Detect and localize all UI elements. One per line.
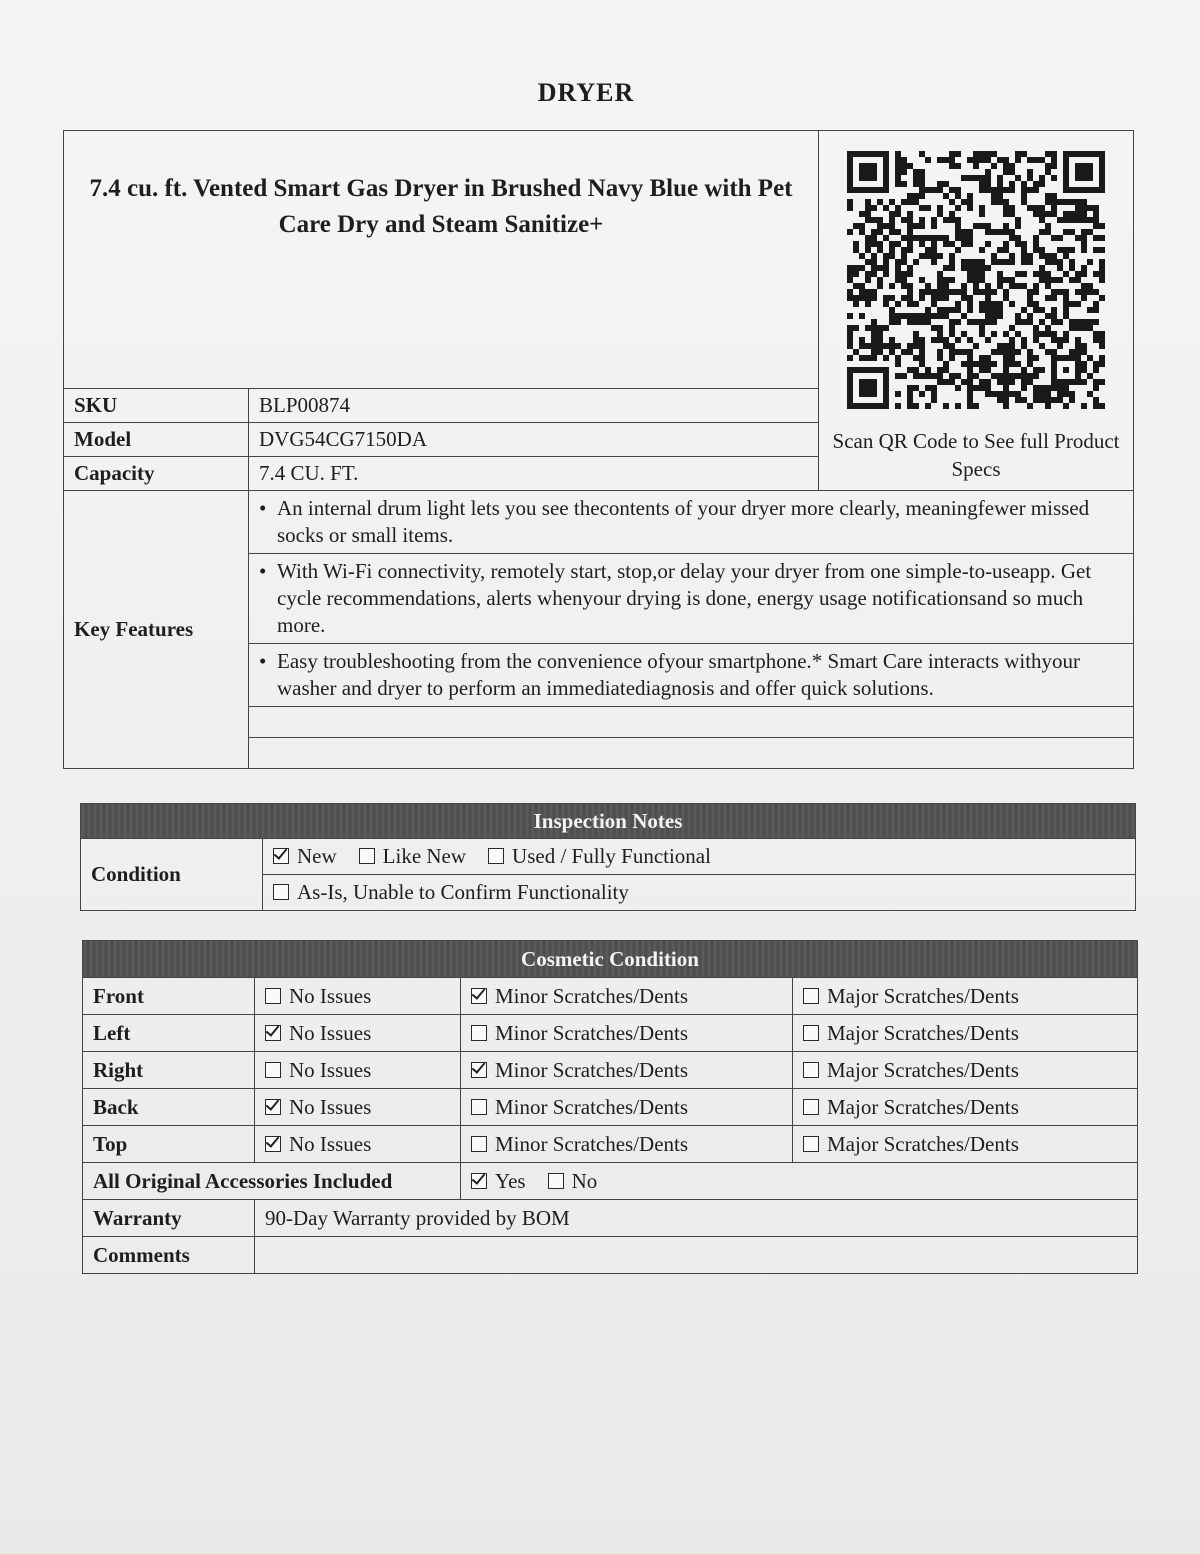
cosmetic-option-cell bbox=[461, 1126, 793, 1163]
qr-caption: Scan QR Code to See full Product Specs bbox=[832, 429, 1120, 481]
cosmetic-option-cell bbox=[793, 1052, 1138, 1089]
condition-option-like-new[interactable]: Like New bbox=[359, 844, 466, 868]
bullet-icon: • bbox=[259, 649, 267, 673]
key-features-label: Key Features bbox=[64, 491, 249, 769]
accessories-label: All Original Accessories Included bbox=[83, 1163, 461, 1200]
cosmetic-option[interactable]: Major Scratches/Dents bbox=[803, 1132, 1019, 1156]
accessories-options bbox=[461, 1163, 1138, 1200]
checkbox-icon[interactable] bbox=[471, 1062, 487, 1078]
cosmetic-part-label: Right bbox=[83, 1052, 255, 1089]
cosmetic-option[interactable]: Major Scratches/Dents bbox=[803, 1058, 1019, 1082]
checkbox-icon[interactable] bbox=[265, 1136, 281, 1152]
condition-option-used[interactable]: Used / Fully Functional bbox=[488, 844, 711, 868]
checkbox-icon[interactable] bbox=[803, 1099, 819, 1115]
checkbox-icon[interactable] bbox=[803, 988, 819, 1004]
product-table bbox=[63, 130, 1134, 769]
comments-label: Comments bbox=[83, 1237, 255, 1274]
feature-item: • Easy troubleshooting from the convenience ofyour smartphone.* Smart Care interacts withyour washer and dryer to perform an immediatediagnosis and offer quick solutions. bbox=[249, 644, 1134, 707]
cosmetic-option-cell bbox=[461, 1089, 793, 1126]
condition-label: Condition bbox=[81, 839, 263, 911]
checkbox-icon[interactable] bbox=[488, 848, 504, 864]
cosmetic-row-front bbox=[83, 978, 1138, 1015]
checkbox-icon[interactable] bbox=[265, 1025, 281, 1041]
checkbox-icon[interactable] bbox=[265, 1062, 281, 1078]
qr-code-icon bbox=[847, 151, 1105, 409]
checkbox-icon[interactable] bbox=[803, 1025, 819, 1041]
qr-cell bbox=[819, 131, 1134, 491]
cosmetic-option[interactable]: No Issues bbox=[265, 1021, 371, 1045]
cosmetic-option[interactable]: No Issues bbox=[265, 1095, 371, 1119]
condition-options-row2 bbox=[263, 875, 1136, 911]
checkbox-icon[interactable] bbox=[803, 1136, 819, 1152]
inspection-table bbox=[80, 803, 1136, 911]
checkbox-icon[interactable] bbox=[273, 884, 289, 900]
warranty-label: Warranty bbox=[83, 1200, 255, 1237]
cosmetic-row-left bbox=[83, 1015, 1138, 1052]
cosmetic-option[interactable]: Major Scratches/Dents bbox=[803, 1095, 1019, 1119]
cosmetic-option[interactable]: Major Scratches/Dents bbox=[803, 984, 1019, 1008]
bullet-icon: • bbox=[259, 496, 267, 520]
cosmetic-option[interactable]: Minor Scratches/Dents bbox=[471, 1021, 688, 1045]
cosmetic-option-cell bbox=[461, 1052, 793, 1089]
cosmetic-option-cell bbox=[793, 978, 1138, 1015]
spec-value-model: DVG54CG7150DA bbox=[249, 423, 819, 457]
checkbox-icon[interactable] bbox=[359, 848, 375, 864]
bullet-icon: • bbox=[259, 559, 267, 583]
checkbox-icon[interactable] bbox=[471, 1099, 487, 1115]
cosmetic-option[interactable]: Minor Scratches/Dents bbox=[471, 1132, 688, 1156]
cosmetic-option-cell bbox=[255, 1052, 461, 1089]
cosmetic-option-cell bbox=[255, 978, 461, 1015]
cosmetic-option[interactable]: No Issues bbox=[265, 984, 371, 1008]
cosmetic-part-label: Left bbox=[83, 1015, 255, 1052]
cosmetic-option-cell bbox=[793, 1015, 1138, 1052]
condition-option-as-is[interactable]: As-Is, Unable to Confirm Functionality bbox=[273, 880, 629, 904]
spec-value-capacity: 7.4 CU. FT. bbox=[249, 457, 819, 491]
inspection-heading: Inspection Notes bbox=[81, 804, 1136, 839]
checkbox-icon[interactable] bbox=[471, 988, 487, 1004]
cosmetic-row-top bbox=[83, 1126, 1138, 1163]
feature-empty-row bbox=[249, 707, 1134, 738]
condition-options-row1 bbox=[263, 839, 1136, 875]
cosmetic-option[interactable]: No Issues bbox=[265, 1058, 371, 1082]
cosmetic-option-cell bbox=[255, 1015, 461, 1052]
spec-label-model: Model bbox=[64, 423, 249, 457]
checkbox-icon[interactable] bbox=[548, 1173, 564, 1189]
cosmetic-option[interactable]: Minor Scratches/Dents bbox=[471, 1058, 688, 1082]
feature-item: • An internal drum light lets you see thecontents of your dryer more clearly, meaningfewer missed socks or small items. bbox=[249, 491, 1134, 554]
comments-field[interactable] bbox=[255, 1237, 1138, 1274]
cosmetic-option[interactable]: Minor Scratches/Dents bbox=[471, 984, 688, 1008]
cosmetic-row-back bbox=[83, 1089, 1138, 1126]
checkbox-icon[interactable] bbox=[471, 1025, 487, 1041]
cosmetic-option-cell bbox=[461, 1015, 793, 1052]
cosmetic-rows bbox=[83, 978, 1138, 1163]
cosmetic-part-label: Front bbox=[83, 978, 255, 1015]
checkbox-icon[interactable] bbox=[471, 1136, 487, 1152]
document-title: DRYER bbox=[537, 78, 635, 107]
cosmetic-heading: Cosmetic Condition bbox=[83, 941, 1138, 978]
checkbox-icon[interactable] bbox=[265, 988, 281, 1004]
cosmetic-option[interactable]: Minor Scratches/Dents bbox=[471, 1095, 688, 1119]
cosmetic-option-cell bbox=[461, 978, 793, 1015]
cosmetic-option-cell bbox=[255, 1089, 461, 1126]
cosmetic-part-label: Back bbox=[83, 1089, 255, 1126]
warranty-value: 90-Day Warranty provided by BOM bbox=[255, 1200, 1138, 1237]
cosmetic-option[interactable]: No Issues bbox=[265, 1132, 371, 1156]
cosmetic-option-cell bbox=[793, 1126, 1138, 1163]
feature-empty-row bbox=[249, 738, 1134, 769]
cosmetic-row-right bbox=[83, 1052, 1138, 1089]
checkbox-icon[interactable] bbox=[803, 1062, 819, 1078]
spec-label-capacity: Capacity bbox=[64, 457, 249, 491]
condition-option-new[interactable]: New bbox=[273, 844, 337, 868]
checkbox-icon[interactable] bbox=[471, 1173, 487, 1189]
feature-item: • With Wi-Fi connectivity, remotely start, stop,or delay your dryer from one simple-to-useapp. Get cycle recommendations, alerts whenyour drying is done, energy usage notificationsand so much more. bbox=[249, 554, 1134, 644]
accessories-option-no[interactable]: No bbox=[548, 1169, 598, 1193]
checkbox-icon[interactable] bbox=[265, 1099, 281, 1115]
checkbox-icon[interactable] bbox=[273, 848, 289, 864]
cosmetic-option[interactable]: Major Scratches/Dents bbox=[803, 1021, 1019, 1045]
accessories-option-yes[interactable]: Yes bbox=[471, 1169, 526, 1193]
cosmetic-table bbox=[82, 940, 1138, 1274]
spec-label-sku: SKU bbox=[64, 389, 249, 423]
product-name: 7.4 cu. ft. Vented Smart Gas Dryer in Brushed Navy Blue with Pet Care Dry and Steam Sanitize+ bbox=[64, 131, 819, 389]
spec-value-sku: BLP00874 bbox=[249, 389, 819, 423]
cosmetic-option-cell bbox=[793, 1089, 1138, 1126]
cosmetic-option-cell bbox=[255, 1126, 461, 1163]
cosmetic-part-label: Top bbox=[83, 1126, 255, 1163]
